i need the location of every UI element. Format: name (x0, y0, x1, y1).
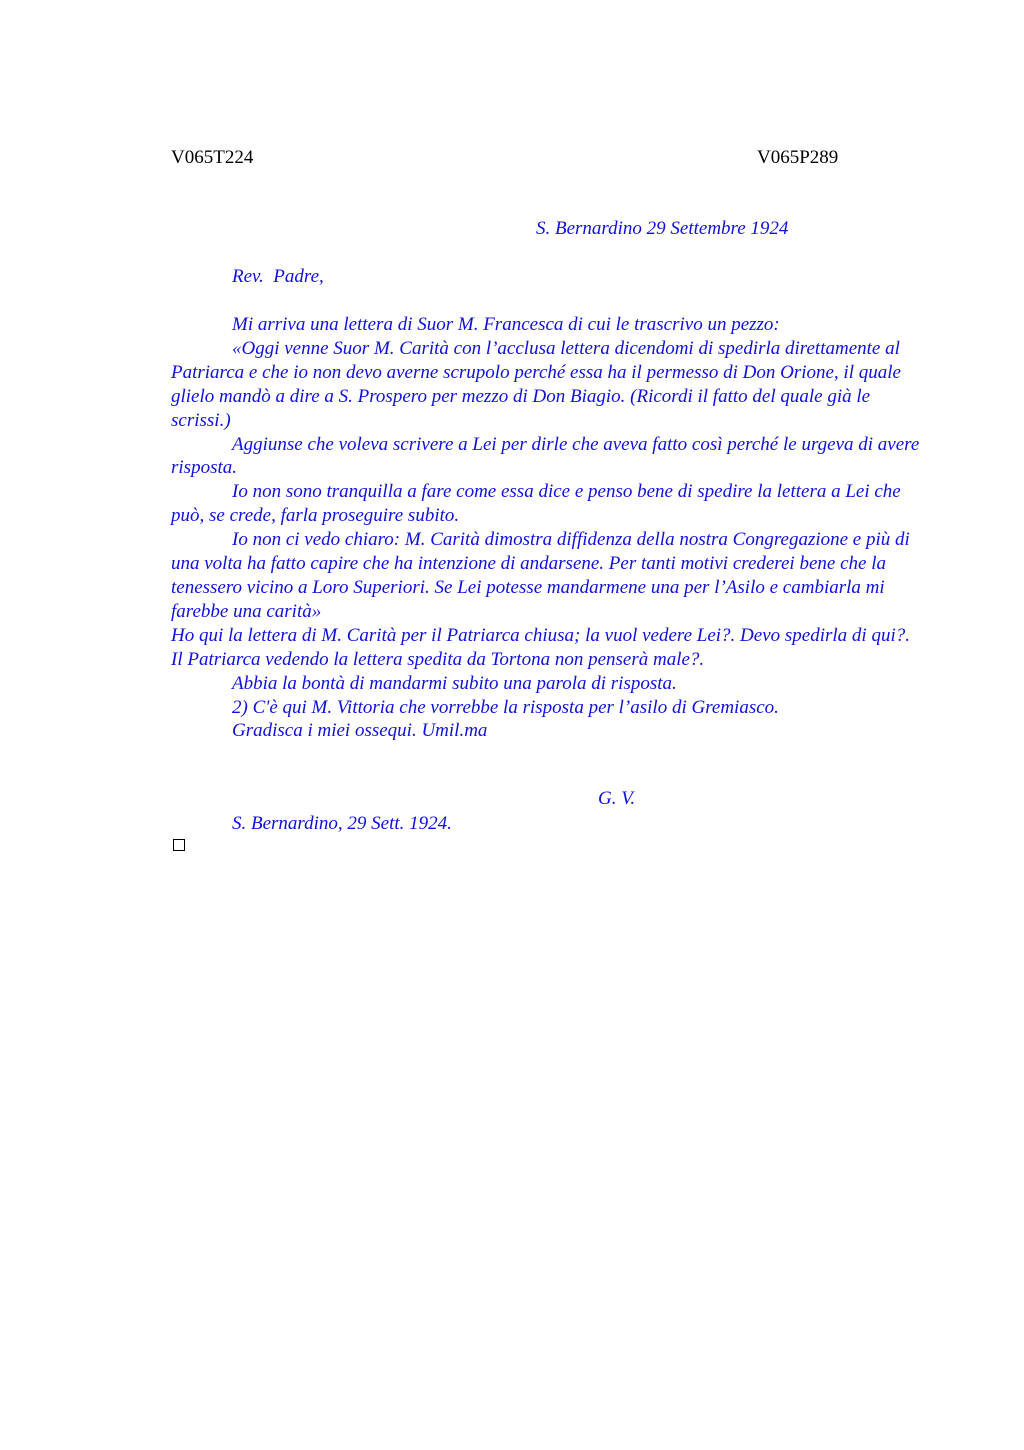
letter-salutation: Rev. Padre, (232, 266, 324, 287)
letter-paragraph: Abbia la bontà di mandarmi subito una parola di risposta. (232, 672, 677, 694)
archive-code-right: V065P289 (757, 147, 839, 168)
letter-body (171, 313, 926, 743)
letter-paragraph: «Oggi venne Suor M. Carità con l’acclusa lettera dicendomi di spedirla direttamente al Patriarca e che io non devo averne scrupolo perché essa ha il permesso di Don Orione, il quale glielo mandò a dire a S. Prospero per mezzo di Don Biagio. (Ricordi il fatto del quale già le scrissi.) (171, 337, 901, 431)
letter-paragraph: Io non ci vedo chiaro: M. Carità dimostra diffidenza della nostra Congregazione e più di una volta ha fatto capire che ha intenzione di andarsene. Per tanti motivi crederei bene che la tenessero vicino a Loro Superiori. Se Lei potesse mandarmene una per l’Asilo e cambiarla mi farebbe una carità» (171, 529, 910, 622)
letter-paragraph: Aggiunse che voleva scrivere a Lei per dirle che aveva fatto così perché le urgeva di avere risposta. (171, 433, 920, 479)
letter-paragraph: Ho qui la lettera di M. Carità per il Patriarca chiusa; la vuol vedere Lei?. Devo spedirla di qui?. Il Patriarca vedendo la lettera spedita da Tortona non penserà male?. (171, 624, 910, 670)
letter-paragraph: Gradisca i miei ossequi. Umil.ma (232, 720, 488, 742)
letter-paragraph: 2) C'è qui M. Vittoria che vorrebbe la risposta per l’asilo di Gremiasco. (232, 696, 779, 718)
letter-date-line: S. Bernardino 29 Settembre 1924 (536, 218, 789, 239)
letter-signature: G. V. (598, 788, 636, 809)
letter-paragraph: Io non sono tranquilla a fare come essa dice e penso bene di spedire la lettera a Lei che può, se crede, farla proseguire subito. (171, 481, 901, 527)
empty-square-icon (173, 839, 185, 851)
letter-closing-date: S. Bernardino, 29 Sett. 1924. (232, 813, 452, 834)
letter-paragraph: Mi arriva una lettera di Suor M. Francesca di cui le trascrivo un pezzo: (232, 314, 780, 335)
archive-code-left: V065T224 (171, 147, 254, 168)
